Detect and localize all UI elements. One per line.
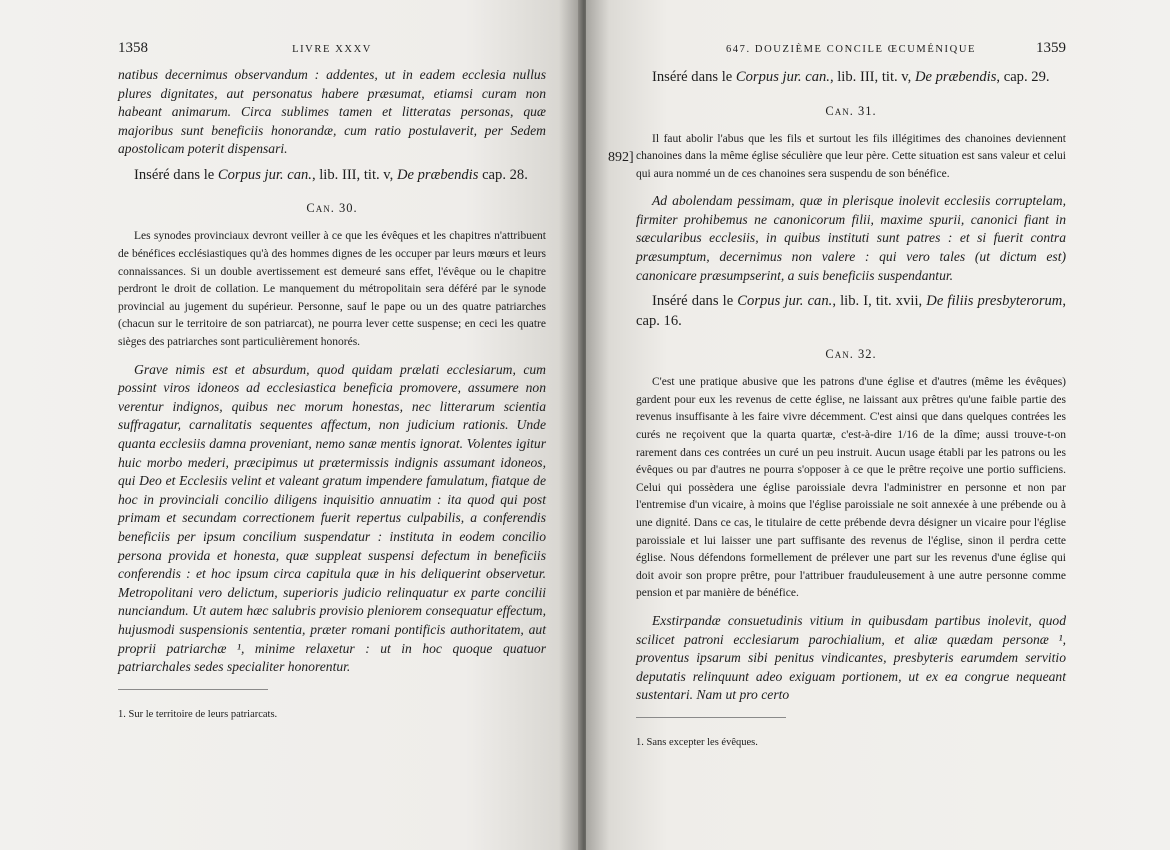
right-footnote: 1. Sans excepter les évêques.	[636, 736, 758, 748]
footnote-rule	[118, 689, 268, 690]
margin-reference: 892]	[608, 150, 634, 165]
left-footnote: 1. Sur le territoire de leurs patriarcats.	[118, 708, 278, 720]
footnote-rule-right	[636, 717, 786, 718]
french-summary-32: C'est une pratique abusive que les patrons d'une église et d'autres (même les évêques) gardent pour eux les revenus de cette église, ne laissant aux prêtres qu'une faible partie des revenus insuffisante à les faire vivre décemment. C'est ainsi que dans quelques contrées les curés ne reçoivent que la quarta quartæ, c'est-à-dire 1/16 de la dîme; aussi trouve-t-on rarement dans ces contrées un curé un peu instruit. Aucun usage établi par les patrons ou les évêques ou par d'autres ne pourra s'opposer à ce que le prêtre reçoive une portio sufficiens. Celui qui possèdera une église paroissiale devra l'administrer en personne et non par l'entremise d'un vicaire, à moins que l'église paroissiale ne soit annexée à une prébende ou à une dignité. Dans ce cas, le titulaire de cette prébende devra désigner un vicaire pour l'église paroissiale et lui laisser une part suffisante des revenus de l'église, sinon il perdra cette église. Nous défendons formellement de prélever une part sur les revenus d'une église qui doit avoir son propre prêtre, pour l'attribuer frauduleusement à une autre personne comme pension et par manière de bénéfice.	[636, 376, 1066, 600]
canon-31-heading: Can. 31.	[825, 103, 877, 118]
left-page-body	[118, 40, 546, 722]
left-running-title: LIVRE XXXV	[292, 44, 372, 55]
right-page-body	[636, 40, 1066, 750]
right-page	[586, 0, 1170, 850]
canon-32-heading: Can. 32.	[825, 347, 877, 362]
french-summary-30: Les synodes provinciaux devront veiller à ce que les évêques et les chapitres n'attribuent de bénéfices ecclésiastiques qu'à des hommes dignes de les occuper par leurs mœurs et leurs connaissances. Si un double avertissement est demeuré sans effet, l'évêque ou le chapitre perdront le droit de collation. Le manquement du métropolitain sera déféré par le synode provincial au jugement du supérieur. Personne, sauf le pape ou un des quatre patriarches (chacun sur le territoire de son patriarcat), ne pourra lever cette suspense; en ceci les quatre sièges des patriarches sont particulièrement honorés.	[118, 230, 546, 349]
right-running-title: 647. DOUZIÈME CONCILE ŒCUMÉNIQUE	[725, 44, 977, 55]
french-summary-31: Il faut abolir l'abus que les fils et surtout les fils illégitimes des chanoines deviennent chanoines dans la même église séculière que leur père. Cette situation est sans valeur et celui qui aura nommé un de ces chanoines sera suspendu de son bénéfice.	[636, 132, 1066, 180]
latin-text-31: Ad abolendam pessimam, quæ in plerisque inolevit ecclesiis corruptelam, firmiter prohibemus ne canonicorum filii, maxime spurii, canonici fiant in sæcularibus ecclesiis, in quibus instituti sunt patres : et si fuerit contra præsumptum, decernimus non valere : qui vero tales (ut dictum est) canonicare præsumpserint, a suis beneficiis suspendantur.	[636, 193, 1066, 283]
inserted-note-28: Inséré dans le Corpus jur. can., lib. III, tit. v, De præbendis cap. 28.	[134, 166, 528, 183]
latin-text-32: Exstirpandæ consuetudinis vitium in quibusdam partibus inolevit, quod scilicet patroni ecclesiarum parochialium, et aliæ quædam personæ ¹, proventus ipsarum sibi penitus vindicantes, presbyteris earumdem servitio deputatis relinquunt adeo exiguam portionem, ut ex ea congrue nequeant sustentari. Nam ut pro certo	[636, 612, 1066, 703]
left-page-number: 1358	[118, 40, 148, 56]
left-page	[0, 0, 582, 850]
latin-continued: natibus decernimus observandum : addentes, ut in eadem ecclesia nullus plures dignitates, aut personatus habere præsumat, etiamsi curam non habeant animarum. Circa sublimes tamen et litteratas personas, quæ majoribus sunt beneficiis honorandæ, cum ratio postulaverit, per Sedem apostolicam poterit dispensari.	[118, 67, 546, 157]
inserted-note-16: Inséré dans le Corpus jur. can., lib. I, tit. xvii, De filiis presbyterorum, cap. 16.	[636, 293, 1066, 329]
inserted-note-29: Inséré dans le Corpus jur. can., lib. III, tit. v, De præbendis, cap. 29.	[652, 69, 1050, 85]
latin-text-30: Grave nimis est et absurdum, quod quidam prælati ecclesiarum, cum possint viros idoneos ad ecclesiastica beneficia promovere, assumere non verentur indignos, quibus nec morum honestas, nec litterarum scientia suffragatur, carnalitatis sequentes affectum, non judicium rationis. Unde quanta ecclesiis damna proveniant, nemo sanæ mentis ignorat. Volentes igitur huic morbo mederi, præcipimus ut prætermissis indignis assumant idoneos, qui Deo et Ecclesiis velint et valeant gratum impendere famulatum, fiatque de hoc in provinciali concilio diligens inquisitio annuatim : ita quod qui post primam et secundam correctionem fuerit repertus culpabilis, a conferendis beneficiis per ipsum concilium suspendatur : instituta in eodem concilio persona provida et honesta, quæ suppleat suspensi defectum in beneficiis conferendis : et hoc ipsum circa capitula quæ in his deliquerint observetur. Metropolitani vero delictum, superioris judicio relinquatur ex parte concilii nunciandum. Ut autem hæc salubris provisio pleniorem consequatur effectum, hujusmodi suspensionis sententia, præter romani pontificis authoritatem, aut proprii patriarchæ ¹, minime relaxetur : ut in hoc quoque quatuor patriarchales sedes specialiter honorentur.	[118, 361, 546, 675]
left-running-head	[118, 40, 546, 66]
right-page-number: 1359	[1036, 40, 1066, 56]
right-running-head	[636, 40, 1066, 66]
canon-30-heading: Can. 30.	[306, 201, 358, 216]
